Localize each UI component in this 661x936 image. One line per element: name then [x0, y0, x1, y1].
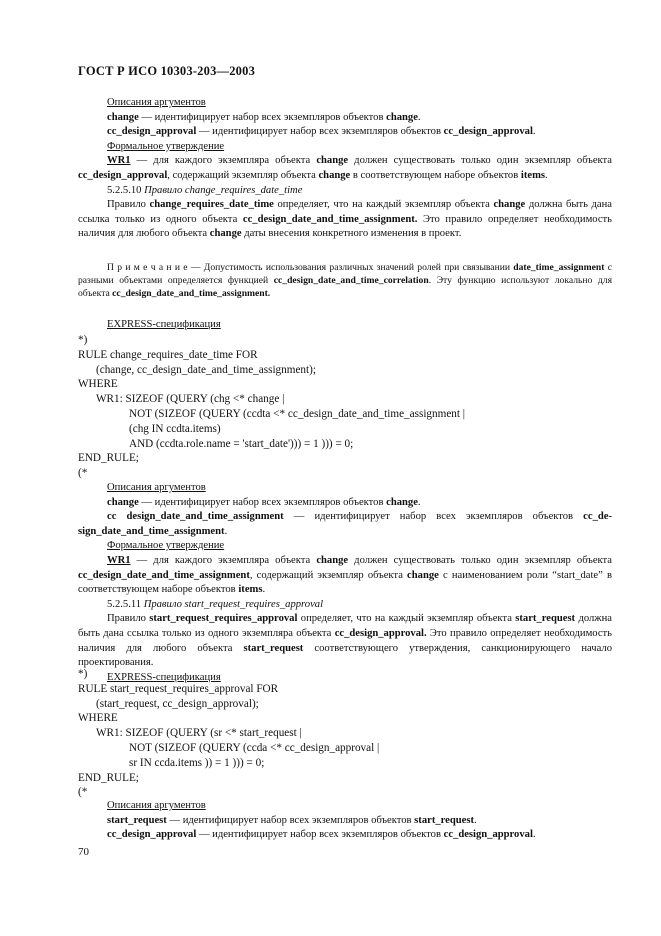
formal-heading: Формальное утверждение [107, 540, 225, 552]
arg-description: cc design_date_and_time_assignment — идентифицирует набор всех экземпляров объектов cc_design_date_and_time_assignment. [78, 511, 612, 537]
code-line: *) [78, 334, 88, 346]
note: П р и м е ч а н и е — Допустимость использования различных значений ролей при связывании date_time_assignment с разными объектами определяется функцией cc_design_date_and_time_correlation. Эту функцию используют локально для объекта cc_design_date_and_time_assignment. [78, 262, 613, 299]
arg-description: start_request — идентифицирует набор всех экземпляров объектов start_request. [107, 814, 477, 826]
rule-paragraph: Правило start_request_requires_approval определяет, что на каждый экземпляр объекта start_request должна быть дана ссылка только из одного экземпляра объекта cc_design_approval. Это правило определяет необходимость наличия для любого объекта start_request соответствующего утверждения, санкционирующего начало проектирования. [78, 613, 612, 669]
code-line: RULE change_requires_date_time FOR [78, 348, 258, 361]
note-label: П р и м е ч а н и е [107, 262, 188, 273]
code-line: WR1: SIZEOF (QUERY (chg <* change | [96, 393, 285, 406]
page-number: 70 [78, 846, 89, 858]
code-line: END_RULE; [78, 771, 139, 784]
code-line: (* [78, 786, 88, 799]
arg-description: cc_design_approval — идентифицирует набор всех экземпляров объектов cc_design_approval. [107, 829, 536, 841]
rule-heading: 5.2.5.10 Правило change_requires_date_time [107, 184, 303, 196]
arg-description: change — идентифицирует набор всех экземпляров объектов change. [107, 496, 421, 508]
express-heading-2: EXPRESS-спецификация [107, 671, 221, 683]
code-line: NOT (SIZEOF (QUERY (ccda <* cc_design_approval | [129, 741, 380, 754]
page-header: ГОСТ Р ИСО 10303-203—2003 [78, 64, 256, 78]
code-line: (* [78, 467, 88, 480]
code-line: (start_request, cc_design_approval); [96, 697, 259, 710]
rule-paragraph: Правило change_requires_date_time определяет, что на каждый экземпляр объекта change должна быть дана ссылка только из одного объекта cc_design_date_and_time_assignment. Это правило определяет необходимость наличия для любого объекта change даты внесения конкретного изменения в проект. [78, 199, 613, 240]
desc-heading: Описания аргументов [107, 800, 206, 811]
code-line: WHERE [78, 712, 118, 725]
express-code-1 [78, 333, 612, 481]
code-line: sr IN ccda.items )) = 1 ))) = 0; [129, 756, 265, 769]
code-line: WHERE [78, 378, 118, 391]
rule-heading: 5.2.5.11 Правило start_request_requires_approval [107, 598, 324, 610]
code-line: (chg IN ccdta.items) [129, 422, 221, 435]
section-1 [78, 96, 612, 242]
formal-statement: WR1 — для каждого экземпляра объекта change должен существовать только один экземпляр объекта cc_design_approval, содержащий экземпляр объекта change в соответствующем наборе объектов items. [78, 155, 612, 181]
arg-description: cc_design_approval — идентифицирует набор всех экземпляров объектов cc_design_approval. [107, 126, 536, 138]
formal-statement: WR1 — для каждого экземпляра объекта change должен существовать только один экземпляр объекта cc_design_date_and_time_assignment, содержащий экземпляр объекта change с наименованием роли “start_date” в соответствующем наборе объектов items. [78, 554, 612, 596]
arg-description: change — идентифицирует набор всех экземпляров объектов change. [107, 111, 421, 123]
section-2 [78, 481, 612, 685]
code-line: WR1: SIZEOF (QUERY (sr <* start_request | [96, 727, 302, 740]
code-line: (change, cc_design_date_and_time_assignment); [96, 363, 316, 376]
express-heading-1: EXPRESS-спецификация [107, 319, 221, 330]
code-line: RULE start_request_requires_approval FOR [78, 682, 279, 695]
desc-heading: Описания аргументов [107, 97, 206, 108]
code-line: AND (ccdta.role.name = 'start_date'))) = 1 ))) = 0; [129, 437, 354, 450]
desc-heading: Описания аргументов [107, 482, 206, 493]
express-code-2 [78, 667, 612, 800]
formal-heading: Формальное утверждение [107, 140, 225, 152]
section-3 [78, 799, 612, 843]
code-line: END_RULE; [78, 452, 139, 465]
code-line: NOT (SIZEOF (QUERY (ccdta <* cc_design_date_and_time_assignment | [129, 407, 466, 420]
code-line: *) [78, 668, 88, 680]
